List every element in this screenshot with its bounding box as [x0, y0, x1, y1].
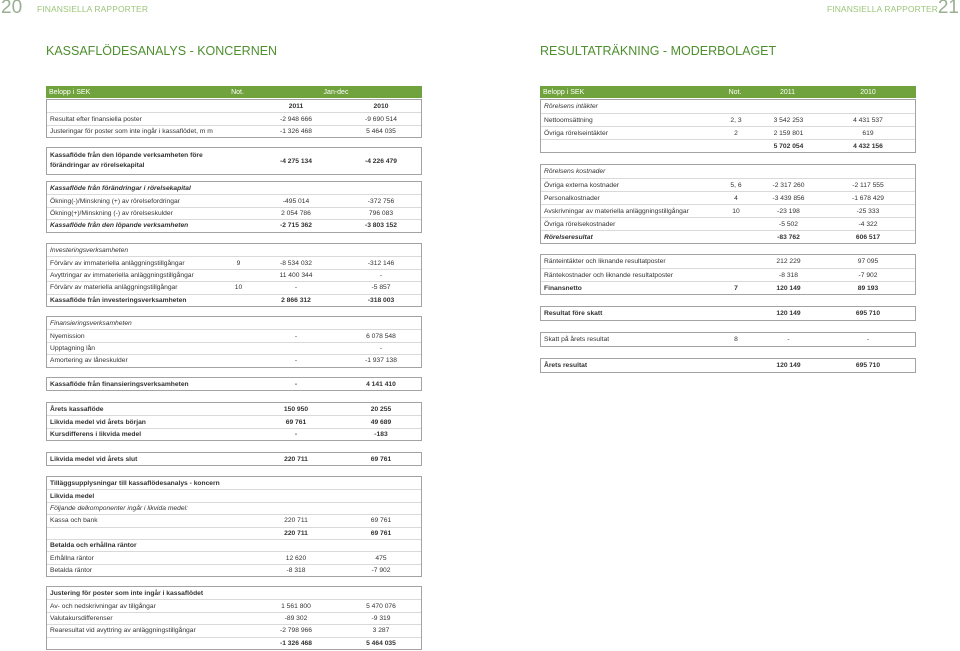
table-row	[541, 126, 915, 139]
value-2011: 12 620	[285, 554, 307, 562]
value-2011: 120 149	[776, 310, 801, 317]
table-row	[47, 148, 421, 174]
cashflow-block-financing-total	[46, 377, 422, 391]
value-2010: -183	[374, 430, 388, 438]
row-note: 4	[734, 194, 738, 202]
value-2011: -2 948 666	[280, 115, 312, 123]
row-label: Räntekostnader och liknande resultatposter	[544, 271, 673, 279]
value-2011: 1 561 800	[281, 602, 311, 610]
row-label: Tilläggsupplysningar till kassaflödesanalys - koncern	[50, 479, 220, 487]
table-row	[47, 269, 421, 281]
value-2011: -1 326 468	[280, 639, 312, 647]
table-row	[47, 329, 421, 341]
cashflow-block-year	[46, 402, 422, 441]
table-row	[47, 477, 421, 489]
table-row	[47, 564, 421, 576]
value-2011: -8 318	[779, 271, 798, 279]
value-2011: -23 198	[777, 207, 800, 215]
table-row	[47, 612, 421, 624]
table-row	[541, 333, 915, 346]
value-2011: -	[294, 332, 298, 340]
table-row	[47, 354, 421, 366]
cashflow-table-header	[46, 86, 422, 98]
value-2011: 5 702 054	[773, 142, 804, 150]
value-2010: -1 937 138	[365, 357, 397, 365]
row-label: Kassaflöde från förändringar i rörelsekapital	[50, 184, 191, 192]
row-label: Skatt på årets resultat	[544, 336, 610, 343]
cashflow-block-operating-before-wc	[46, 147, 422, 175]
value-2010: 49 689	[370, 418, 392, 426]
value-2011: -5 502	[779, 220, 798, 228]
value-2010: -1 678 429	[852, 194, 884, 202]
table-row	[47, 415, 421, 427]
value-2011: -1 326 468	[280, 127, 312, 135]
row-label: Avyttringar av immateriella anläggningstillgångar	[50, 271, 194, 279]
row-label: Ökning(+)/Minskning (-) av rörelseskulder	[50, 209, 173, 217]
value-2011: -495 014	[282, 197, 310, 205]
value-2010: 5 470 076	[366, 602, 396, 610]
value-2011: -3 439 856	[772, 194, 805, 202]
row-label: Ränteintäkter och liknande resultatposter	[544, 258, 666, 265]
value-2011: 2011	[288, 102, 304, 110]
header-period: Jan-dec	[323, 88, 349, 96]
value-2011: -2 317 260	[772, 181, 805, 189]
table-row	[47, 502, 421, 514]
value-2011: -	[787, 336, 790, 343]
cashflow-block-working-capital	[46, 181, 422, 233]
table-row	[47, 637, 421, 649]
table-row	[47, 489, 421, 501]
table-row	[47, 527, 421, 539]
table-row	[541, 165, 915, 178]
row-note: 2	[734, 129, 738, 137]
row-label: Förvärv av immateriella anläggningstillgångar	[50, 259, 185, 267]
table-row	[541, 113, 915, 126]
value-2010: -2 117 555	[852, 181, 884, 189]
table-row	[47, 207, 421, 219]
income-block-costs	[540, 164, 916, 244]
value-2011: -	[294, 284, 298, 292]
row-label: Betalda räntor	[50, 566, 93, 574]
value-2011: -	[294, 380, 298, 388]
table-row	[541, 230, 915, 243]
table-row	[541, 139, 915, 152]
income-block-tax	[540, 332, 916, 347]
row-note: 7	[734, 284, 738, 292]
row-label: Justering för poster som inte ingår i kassaflödet	[50, 589, 204, 597]
table-row	[47, 624, 421, 636]
header-year-2011: 2011	[779, 88, 796, 96]
cashflow-block-supplementary	[46, 476, 422, 577]
row-label: Investeringsverksamheten	[50, 246, 129, 254]
row-label: Övriga rörelseintäkter	[544, 129, 608, 137]
value-2010: -318 003	[367, 296, 395, 304]
table-row	[47, 428, 421, 440]
value-2010: 3 287	[372, 627, 390, 635]
row-label: Likvida medel vid årets början	[50, 418, 146, 426]
value-2010: -7 902	[371, 566, 391, 574]
value-2011: 2 866 312	[281, 296, 311, 304]
value-2010: -	[866, 336, 870, 343]
table-row	[47, 112, 421, 124]
value-2010: -	[379, 344, 383, 352]
row-label: Upptagning lån	[50, 344, 95, 352]
table-row	[541, 255, 915, 268]
table-row	[47, 194, 421, 206]
value-2010: -	[379, 271, 383, 279]
row-label: Kassa och bank	[50, 517, 98, 525]
value-2010: 695 710	[855, 362, 881, 369]
row-label: Årets resultat	[544, 362, 588, 369]
table-row	[47, 256, 421, 268]
table-row	[541, 178, 915, 191]
cashflow-title: KASSAFLÖDESANALYS - KONCERNEN	[46, 44, 278, 58]
row-label: Rearesultat vid avyttring av anläggningstillgångar	[50, 627, 196, 635]
row-note: 2, 3	[730, 116, 742, 124]
header-note: Not.	[231, 88, 244, 96]
row-note: 9	[236, 259, 241, 267]
value-2011: 69 761	[285, 418, 307, 426]
row-label: Betalda och erhållna räntor	[50, 542, 137, 550]
table-row	[47, 453, 421, 465]
value-2011: 11 400 344	[279, 271, 313, 279]
value-2011: 220 711	[284, 529, 308, 537]
table-row	[47, 294, 421, 306]
value-2010: 89 193	[857, 284, 879, 292]
table-row	[541, 359, 915, 372]
cashflow-block-cash-end	[46, 452, 422, 466]
row-label: Kassaflöde från den löpande verksamheten före förändringar av rörelsekapital	[50, 152, 203, 169]
row-label: Övriga externa kostnader	[544, 181, 620, 189]
row-note: 5, 6	[730, 181, 742, 189]
page-number-right: 21	[937, 0, 959, 18]
value-2011: 2 159 801	[773, 129, 804, 137]
table-row	[541, 268, 915, 281]
value-2010: 97 095	[857, 258, 879, 265]
row-label: Övriga rörelsekostnader	[544, 220, 616, 228]
income-statement-title: RESULTATRÄKNING - MODERBOLAGET	[540, 44, 777, 58]
row-label: Årets kassaflöde	[50, 405, 104, 413]
row-label: Resultat efter finansiella poster	[50, 115, 142, 123]
value-2010: 796 083	[368, 209, 394, 217]
table-row	[541, 100, 915, 113]
row-label: Kassaflöde från den löpande verksamheten	[50, 222, 189, 230]
table-row	[47, 182, 421, 194]
page-number-left: 20	[1, 0, 23, 18]
row-label: Rörelsens intäkter	[544, 103, 598, 110]
row-note: 8	[734, 336, 738, 343]
value-2011: 2 054 786	[281, 209, 311, 217]
value-2010: 4 141 410	[366, 380, 396, 388]
table-row	[47, 125, 421, 137]
income-block-pretax	[540, 306, 916, 321]
row-label: Ökning(-)/Minskning (+) av rörelsefordringar	[50, 197, 180, 205]
row-label: Kassaflöde från investeringsverksamheten	[50, 296, 187, 304]
cashflow-block-result	[46, 99, 422, 138]
value-2011: 220 711	[284, 517, 308, 525]
value-2011: -2 798 966	[280, 627, 312, 635]
value-2010: -7 902	[858, 271, 878, 279]
income-block-revenue	[540, 99, 916, 153]
row-note: 10	[234, 284, 243, 292]
value-2011: -2 715 362	[280, 222, 312, 230]
value-2010: 695 710	[855, 310, 881, 317]
value-2010: -9 319	[371, 614, 391, 622]
value-2010: -3 803 152	[365, 222, 397, 230]
header-amount-label: Belopp i SEK	[543, 88, 585, 96]
cashflow-block-investing	[46, 243, 422, 307]
cashflow-block-adjustments	[46, 586, 422, 650]
table-row	[47, 551, 421, 563]
value-2011: -	[294, 357, 298, 365]
value-2010: 69 761	[370, 455, 392, 463]
row-label: Likvida medel vid årets slut	[50, 455, 138, 463]
value-2010: 4 432 156	[853, 142, 883, 150]
value-2010: 5 464 035	[366, 639, 396, 647]
income-block-financial	[540, 254, 916, 295]
table-row	[541, 307, 915, 320]
income-table-header	[540, 86, 916, 98]
row-label: Erhållna räntor	[50, 554, 94, 562]
row-label: Likvida medel	[50, 492, 95, 500]
row-label: Resultat före skatt	[544, 310, 603, 317]
row-label: Finansieringsverksamheten	[50, 319, 132, 327]
value-2010: 2010	[373, 102, 389, 110]
table-row	[47, 317, 421, 329]
value-2011: 220 711	[284, 455, 308, 463]
table-row	[47, 599, 421, 611]
row-label: Nettoomsättning	[544, 116, 593, 124]
row-label: Justeringar för poster som inte ingår i kassaflödet, m m	[50, 127, 213, 135]
income-block-net	[540, 358, 916, 373]
row-label: Amortering av låneskulder	[50, 357, 128, 365]
value-2010: 69 761	[370, 517, 392, 525]
value-2010: 606 517	[855, 233, 881, 241]
table-row	[47, 244, 421, 256]
value-2010: 20 255	[370, 405, 392, 413]
value-2010: 69 761	[370, 529, 392, 537]
value-2011: -83 762	[777, 233, 800, 241]
value-2010: 619	[862, 129, 874, 137]
value-2011: 150 950	[283, 405, 309, 413]
table-row	[47, 514, 421, 526]
row-note: 10	[732, 207, 740, 215]
table-row	[541, 204, 915, 217]
row-label: Valutakursdifferenser	[50, 614, 113, 622]
row-label: Rörelsens kostnader	[544, 168, 606, 175]
value-2010: -312 146	[367, 259, 395, 267]
row-label: Av- och nedskrivningar av tillgångar	[50, 602, 156, 610]
value-2010: 5 464 035	[366, 127, 396, 135]
header-note: Not.	[728, 88, 742, 96]
value-2010: 4 431 537	[853, 116, 883, 124]
value-2011: 3 542 253	[773, 116, 804, 124]
section-header-right: FINANSIELLA RAPPORTER	[826, 4, 938, 14]
table-row	[47, 342, 421, 354]
value-2011: -8 318	[286, 566, 306, 574]
table-row	[541, 191, 915, 204]
row-label: Rörelseresultat	[544, 233, 593, 241]
table-row	[47, 403, 421, 415]
value-2010: -4 226 479	[365, 157, 397, 165]
value-2011: -8 534 032	[280, 259, 312, 267]
cashflow-block-financing	[46, 316, 422, 368]
table-row	[47, 587, 421, 599]
header-amount-label: Belopp i SEK	[49, 88, 91, 96]
row-label: Avskrivningar av materiella anläggningstillgångar	[544, 207, 689, 215]
row-label: Nyemission	[50, 332, 85, 340]
row-label: Förvärv av materiella anläggningstillgångar	[50, 284, 178, 292]
row-label: Följande delkomponenter ingår i likvida medel:	[50, 504, 188, 512]
table-row	[47, 281, 421, 293]
header-year-2010: 2010	[860, 88, 876, 96]
value-2010: -9 690 514	[365, 115, 397, 123]
value-2011: 120 149	[776, 284, 801, 292]
value-2011: -89 302	[284, 614, 308, 622]
value-2010: -5 857	[371, 284, 391, 292]
table-row	[47, 539, 421, 551]
row-label: Finansnetto	[544, 284, 582, 292]
value-2010: -4 322	[858, 220, 878, 228]
table-row	[47, 378, 421, 390]
value-2010: -25 333	[856, 207, 880, 215]
table-row	[47, 219, 421, 231]
value-2010: 475	[375, 554, 387, 562]
section-header-left: FINANSIELLA RAPPORTER	[37, 4, 149, 14]
value-2011: -	[294, 430, 298, 438]
table-row	[541, 217, 915, 230]
row-label: Personalkostnader	[544, 194, 600, 202]
value-2011: -4 275 134	[280, 157, 312, 165]
value-2010: -372 756	[367, 197, 395, 205]
value-2011: 120 149	[776, 362, 801, 369]
value-2011: 212 229	[776, 258, 801, 265]
value-2010: 6 078 548	[366, 332, 396, 340]
table-row	[541, 281, 915, 294]
row-label: Kursdifferens i likvida medel	[50, 430, 142, 438]
table-row	[47, 100, 421, 112]
row-label: Kassaflöde från finansieringsverksamheten	[50, 380, 189, 388]
